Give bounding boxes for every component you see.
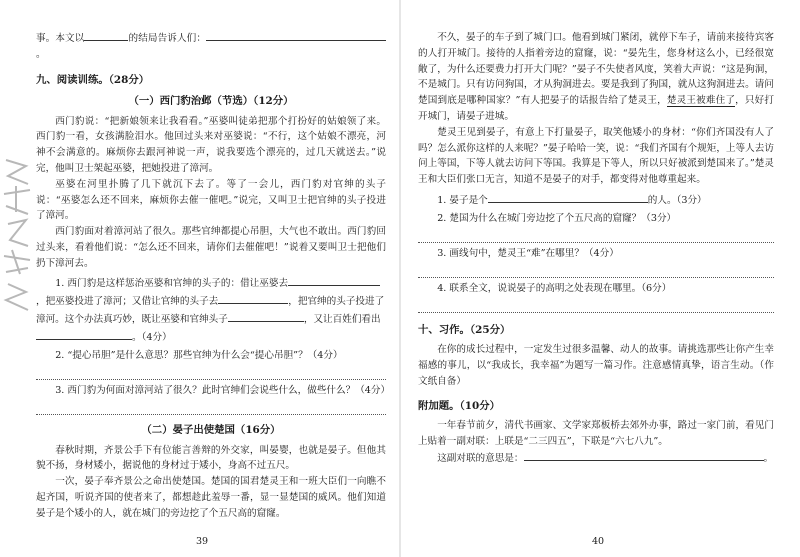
answer-blank[interactable]: [488, 192, 648, 203]
answer-line[interactable]: [418, 263, 774, 278]
passage-1-title: （一）西门豹治邺（节选）（12分）: [128, 94, 294, 107]
answer-blank[interactable]: [228, 311, 304, 322]
passage-2-paragraph: 楚灵王见到晏子，有意上下打量晏子，取笑他矮小的身材：“你们齐国没有人了吗？怎么派你这样的人来呢？”晏子哈哈一笑，说：“我们齐国有个规矩，上等人去访问上等国，下等人就去访问下等国。我算是下等人，所以只好被派到楚国来了。”楚灵王和大臣们张口无言，知道不是晏子的对手，都变得对他尊重起来。: [418, 126, 774, 186]
answer-blank[interactable]: [524, 450, 764, 461]
answer-line[interactable]: [418, 298, 774, 313]
bonus-text: 一年春节前夕，清代书画家、文学家郑板桥去郊外办事，路过一家门前，看见门上贴着一副对联：上联是“二三四五”，下联是“六七八九”。: [418, 420, 774, 448]
section-9-heading: 九、阅读训练。（28分）: [36, 73, 150, 86]
answer-blank[interactable]: [84, 30, 128, 41]
passage-2-paragraph: 不久，晏子的车子到了城门口。他看到城门紧闭，就停下车子，请前来接待宾客的人打开城门。接待的人指着旁边的窟窿，说：“晏先生，您身材这么小，已经很宽敞了，为什么还要费力打开大门呢？”晏子不失使者风度，笑着大声说：“这是狗洞，不是城门。只有访问狗国，才从狗洞进去。要是我到了狗国，就从这狗洞进去。请问楚国到底是哪种国家？”有人把晏子的话报告给了楚灵王，楚灵王被难住了，只好打开城门，请晏子进城。: [418, 32, 775, 122]
bonus-question: 这副对联的意思是： 。: [418, 450, 774, 468]
question-1: 1. 西门豹是这样惩治巫婆和官绅的头子的：借让巫婆去，把巫婆投进了漳河；又借让官绅的头子去 ，把官绅的头子投进了漳河。这个办法真巧妙，既让巫婆和官绅头子 ，又让百姓们看出。（4分）: [36, 275, 386, 347]
answer-blank[interactable]: [206, 30, 386, 41]
section-10-heading: 十、习作。（25分）: [418, 323, 511, 336]
passage-2-paragraph: 一次，晏子奉齐景公之命出使楚国。楚国的国君楚灵王和一班大臣们一向瞧不起齐国，听说齐国的使者来了，都想趁此羞辱一番，显一显楚国的威风。他们知道晏子是个矮小的人，就在城门的旁边挖了个五尺高的窟窿。: [36, 476, 386, 519]
question-2: 2. “提心吊胆”是什么意思？那些官绅为什么会“提心吊胆”？（4分）: [55, 349, 343, 361]
seal-stamp-graphic: [0, 150, 34, 320]
essay-prompt: 在你的成长过程中，一定发生过很多温馨、动人的故事。请挑选那些让你产生幸福感的事儿，以“我成长，我幸福”为题写一篇习作。注意感情真挚，语言生动。（作文纸自备）: [418, 343, 774, 387]
passage-1-paragraph: 西门豹说：“把新娘领来让我看看。”巫婆叫徒弟把那个打扮好的姑娘领了来。西门豹一看，女孩满脸泪水。他回过头来对巫婆说：“不行，这个姑娘不漂亮，河神不会满意的。麻烦你去跟河神说一声，说我要选个漂亮的，过几天就送去。”说完，他叫卫士架起巫婆，把她投进了漳河。: [36, 115, 386, 174]
right-page: [400, 0, 800, 557]
passage-1-paragraph: 巫婆在河里扑腾了几下就沉下去了。等了一会儿，西门豹对官绅的头子说：“巫婆怎么还不回来，麻烦你去催一催吧。”说完，又叫卫士把官绅的头子投进了漳河。: [36, 178, 386, 222]
question-3: 3. 画线句中，楚灵王“难”在哪里？（4分）: [437, 247, 619, 259]
passage-2-paragraph: 春秋时期，齐景公手下有位能言善辩的外交家，叫晏婴，也就是晏子。但他其貌不扬，身材矮小，据说他的身材过于矮小，身高不过五尺。: [36, 444, 386, 472]
underlined-sentence: 楚灵王被难住了: [666, 95, 736, 107]
answer-blank[interactable]: [288, 275, 380, 286]
page-number: 39: [195, 536, 209, 547]
answer-line[interactable]: [36, 400, 386, 415]
page-number: 40: [591, 536, 605, 547]
answer-blank[interactable]: [36, 329, 132, 340]
bonus-heading: 附加题。（10分）: [418, 400, 500, 413]
question-1: 1. 晏子是个 的人。（3分）: [418, 192, 774, 210]
answer-blank[interactable]: [218, 293, 288, 304]
passage-1-paragraph: 西门豹面对着漳河站了很久。那些官绅都提心吊胆，大气也不敢出。西门豹回过头来，看着他们说：“怎么还不回来，请你们去催催吧！”说着又要叫卫士把他们扔下漳河去。: [36, 226, 386, 269]
answer-line[interactable]: [36, 365, 386, 380]
passage-2-title: （二）晏子出使楚国（16分）: [141, 423, 281, 436]
question-4: 4. 联系全文，说说晏子的高明之处表现在哪里。（6分）: [437, 282, 672, 294]
answer-line[interactable]: [418, 228, 774, 243]
question-2: 2. 楚国为什么在城门旁边挖了个五尺高的窟窿？（3分）: [437, 212, 677, 224]
question-3: 3. 西门豹为何面对漳河站了很久？此时官绅们会说些什么，做些什么？（4分）: [55, 384, 391, 396]
intro-line: 事。本文以 的结局告诉人们：。: [36, 30, 386, 63]
